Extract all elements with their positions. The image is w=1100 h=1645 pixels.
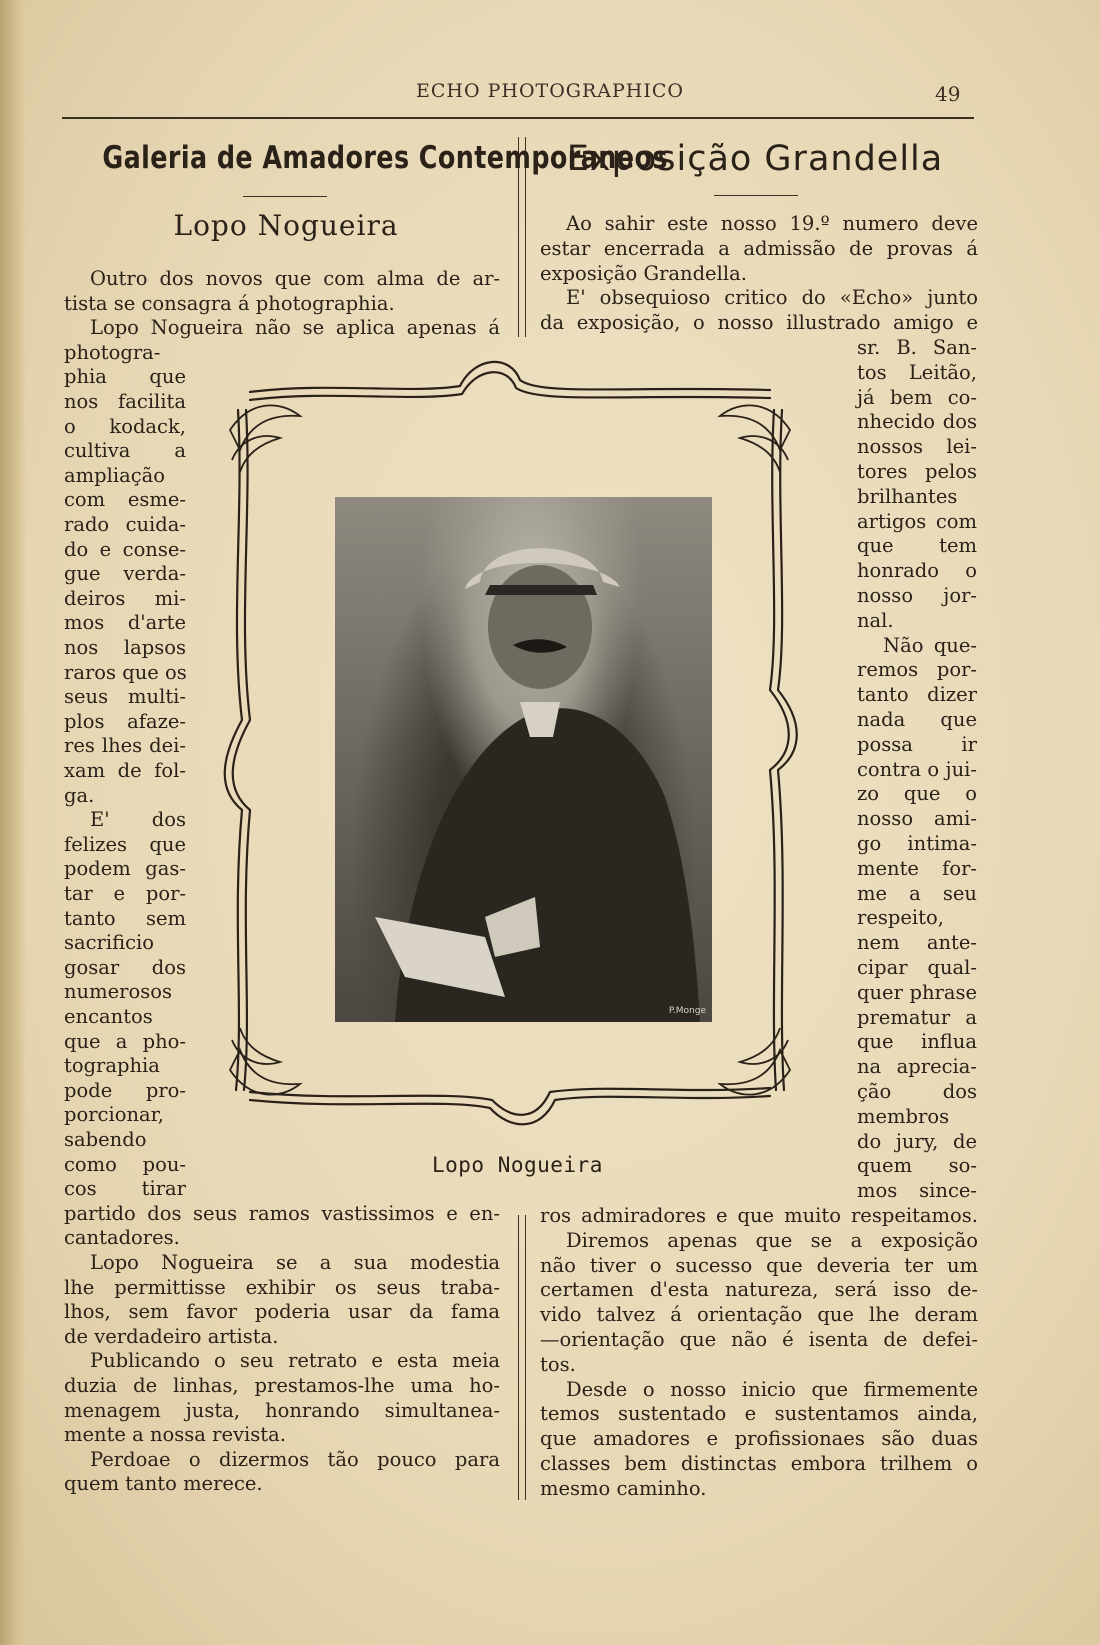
text-line: —orientação que não é isenta de defei-	[540, 1328, 978, 1351]
page-spine-shadow	[0, 0, 26, 1645]
text-line: que amadores e profissionaes são duas	[540, 1427, 978, 1451]
text-line: me a seu	[857, 881, 977, 905]
left-article-subtitle: Lopo Nogueira	[173, 209, 399, 242]
text-line: partido dos seus ramos vastissimos e en-	[64, 1201, 500, 1225]
text-line: lhe permittisse exhibir os seus traba-	[64, 1275, 500, 1299]
text-line: cipar qual-	[857, 956, 977, 979]
text-line: do e conse-	[64, 537, 186, 561]
column-divider-bottom	[518, 1215, 526, 1500]
text-line: tar e por-	[64, 882, 186, 905]
text-line: rado cuida-	[64, 513, 186, 536]
text-line: do jury, de	[857, 1129, 977, 1153]
text-line: que a pho-	[64, 1029, 186, 1053]
text-line: como pou-	[64, 1152, 186, 1176]
text-line: certamen d'esta natureza, será isso de-	[540, 1278, 978, 1302]
right-article-title: Exposição Grandella	[566, 139, 944, 179]
text-line: encantos	[64, 1005, 153, 1028]
text-line: nossos lei-	[857, 435, 977, 459]
text-line: tanto sem	[64, 906, 186, 930]
text-line: honrado o	[857, 559, 977, 583]
left-article-title: Galeria de Amadores Contemporaneos	[102, 140, 668, 176]
text-line: Lopo Nogueira se a sua modestia	[90, 1251, 500, 1274]
text-line: Perdoae o dizermos tão pouco para	[90, 1447, 500, 1471]
text-line: nem ante-	[857, 931, 977, 955]
text-line: porcionar,	[64, 1103, 165, 1127]
text-line: raros que os	[64, 660, 187, 684]
text-line: lhos, sem favor poderia usar da fama	[64, 1300, 500, 1324]
text-line: prematur a	[857, 1005, 977, 1029]
text-line: de verdadeiro artista.	[64, 1324, 279, 1348]
text-line: phia que	[64, 365, 186, 389]
text-line: mos since-	[857, 1179, 977, 1203]
text-line: mos d'arte	[64, 611, 186, 635]
text-line: Desde o nosso inicio que firmemente	[566, 1377, 978, 1401]
page-number: 49	[935, 82, 961, 106]
text-line: tos Leitão,	[857, 360, 977, 384]
text-line: Lopo Nogueira não se aplica apenas á	[90, 316, 500, 340]
text-line: deiros mi-	[64, 586, 186, 610]
text-line: contra o jui-	[857, 757, 977, 781]
text-line: sabendo	[64, 1128, 147, 1151]
text-line: go intima-	[857, 832, 977, 855]
text-line: da exposição, o nosso illustrado amigo e	[540, 311, 978, 335]
portrait-figure	[335, 497, 712, 1022]
text-line: classes bem distinctas embora trilhem o	[540, 1452, 978, 1475]
text-line: Outro dos novos que com alma de ar-	[90, 267, 500, 290]
text-line: quer phrase	[857, 980, 977, 1004]
text-line: xam de fol-	[64, 759, 186, 782]
text-line: vido talvez á orientação que lhe deram	[540, 1303, 978, 1327]
photographer-signature: P.Monge	[668, 1006, 706, 1016]
text-line: Não que-	[883, 633, 977, 657]
text-line: nos facilita	[64, 390, 186, 413]
text-line: nal.	[857, 608, 894, 632]
text-line: respeito,	[857, 906, 944, 930]
text-line: seus multi-	[64, 685, 186, 709]
text-line: ção dos	[857, 1080, 977, 1103]
text-line: tographia	[64, 1054, 160, 1078]
text-line: podem gas-	[64, 857, 186, 881]
left-title-rule	[243, 196, 327, 197]
text-line: artigos com	[857, 509, 977, 533]
text-line: Publicando o seu retrato e esta meia	[90, 1349, 500, 1373]
text-line: cantadores.	[64, 1226, 180, 1250]
text-line: na aprecia-	[857, 1055, 977, 1079]
text-line: cos tirar	[64, 1177, 186, 1201]
text-line: cultiva a	[64, 439, 186, 463]
text-line: zo que o	[857, 782, 977, 806]
text-line: exposição Grandella.	[540, 261, 747, 285]
text-line: E' dos	[90, 808, 186, 832]
header-rule	[62, 117, 974, 119]
text-line: quem so-	[857, 1154, 977, 1178]
text-line: com esme-	[64, 488, 186, 512]
text-line: mesmo caminho.	[540, 1476, 707, 1500]
text-line: nosso ami-	[857, 807, 977, 831]
text-line: nhecido dos	[857, 410, 977, 434]
text-line: Diremos apenas que se a exposição	[566, 1228, 978, 1252]
text-line: nada que	[857, 708, 977, 731]
text-line: felizes que	[64, 832, 186, 856]
text-line: possa ir	[857, 732, 977, 756]
text-line: gue verda-	[64, 562, 186, 586]
text-line: quem tanto merece.	[64, 1472, 263, 1496]
text-line: tores pelos	[857, 460, 977, 483]
text-line: já bem co-	[857, 385, 977, 409]
text-line: menagem justa, honrando simultanea-	[64, 1398, 500, 1422]
text-line: ampliação	[64, 463, 165, 487]
text-line: tos.	[540, 1352, 576, 1376]
text-line: numerosos	[64, 980, 172, 1004]
text-line: sacrificio	[64, 931, 155, 955]
text-line: Ao sahir este nosso 19.º numero deve	[566, 212, 978, 235]
text-line: sr. B. San-	[857, 336, 977, 359]
text-line: nosso jor-	[857, 584, 977, 607]
text-line: que influa	[857, 1030, 977, 1054]
text-line: gosar dos	[64, 955, 186, 979]
text-line: não tiver o sucesso que deveria ter um	[540, 1253, 978, 1277]
text-line: photogra-	[64, 340, 161, 364]
text-line: estar encerrada a admissão de provas á	[540, 236, 978, 260]
text-line: que tem	[857, 534, 977, 558]
text-line: plos afaze-	[64, 709, 186, 733]
text-line: membros	[857, 1104, 950, 1128]
text-line: duzia de linhas, prestamos-lhe uma ho-	[64, 1374, 500, 1397]
right-title-rule	[714, 195, 798, 196]
text-line: pode pro-	[64, 1078, 186, 1102]
portrait-caption: Lopo Nogueira	[432, 1153, 603, 1177]
portrait-photo	[335, 497, 712, 1022]
text-line: nos lapsos	[64, 636, 186, 659]
text-line: mente a nossa revista.	[64, 1423, 286, 1447]
text-line: mente for-	[857, 856, 977, 880]
text-line: ros admiradores e que muito respeitamos.	[540, 1204, 978, 1227]
text-line: remos por-	[857, 658, 977, 682]
text-line: o kodack,	[64, 414, 186, 438]
text-line: temos sustentado e sustentamos ainda,	[540, 1402, 978, 1426]
running-head: ECHO PHOTOGRAPHICO	[416, 80, 684, 102]
text-line: res lhes dei-	[64, 734, 186, 758]
text-line: E' obsequioso critico do «Echo» junto	[566, 286, 978, 310]
text-line: brilhantes	[857, 484, 958, 508]
text-line: tista se consagra á photographia.	[64, 291, 395, 315]
text-line: tanto dizer	[857, 683, 977, 707]
text-line: ga.	[64, 783, 95, 807]
